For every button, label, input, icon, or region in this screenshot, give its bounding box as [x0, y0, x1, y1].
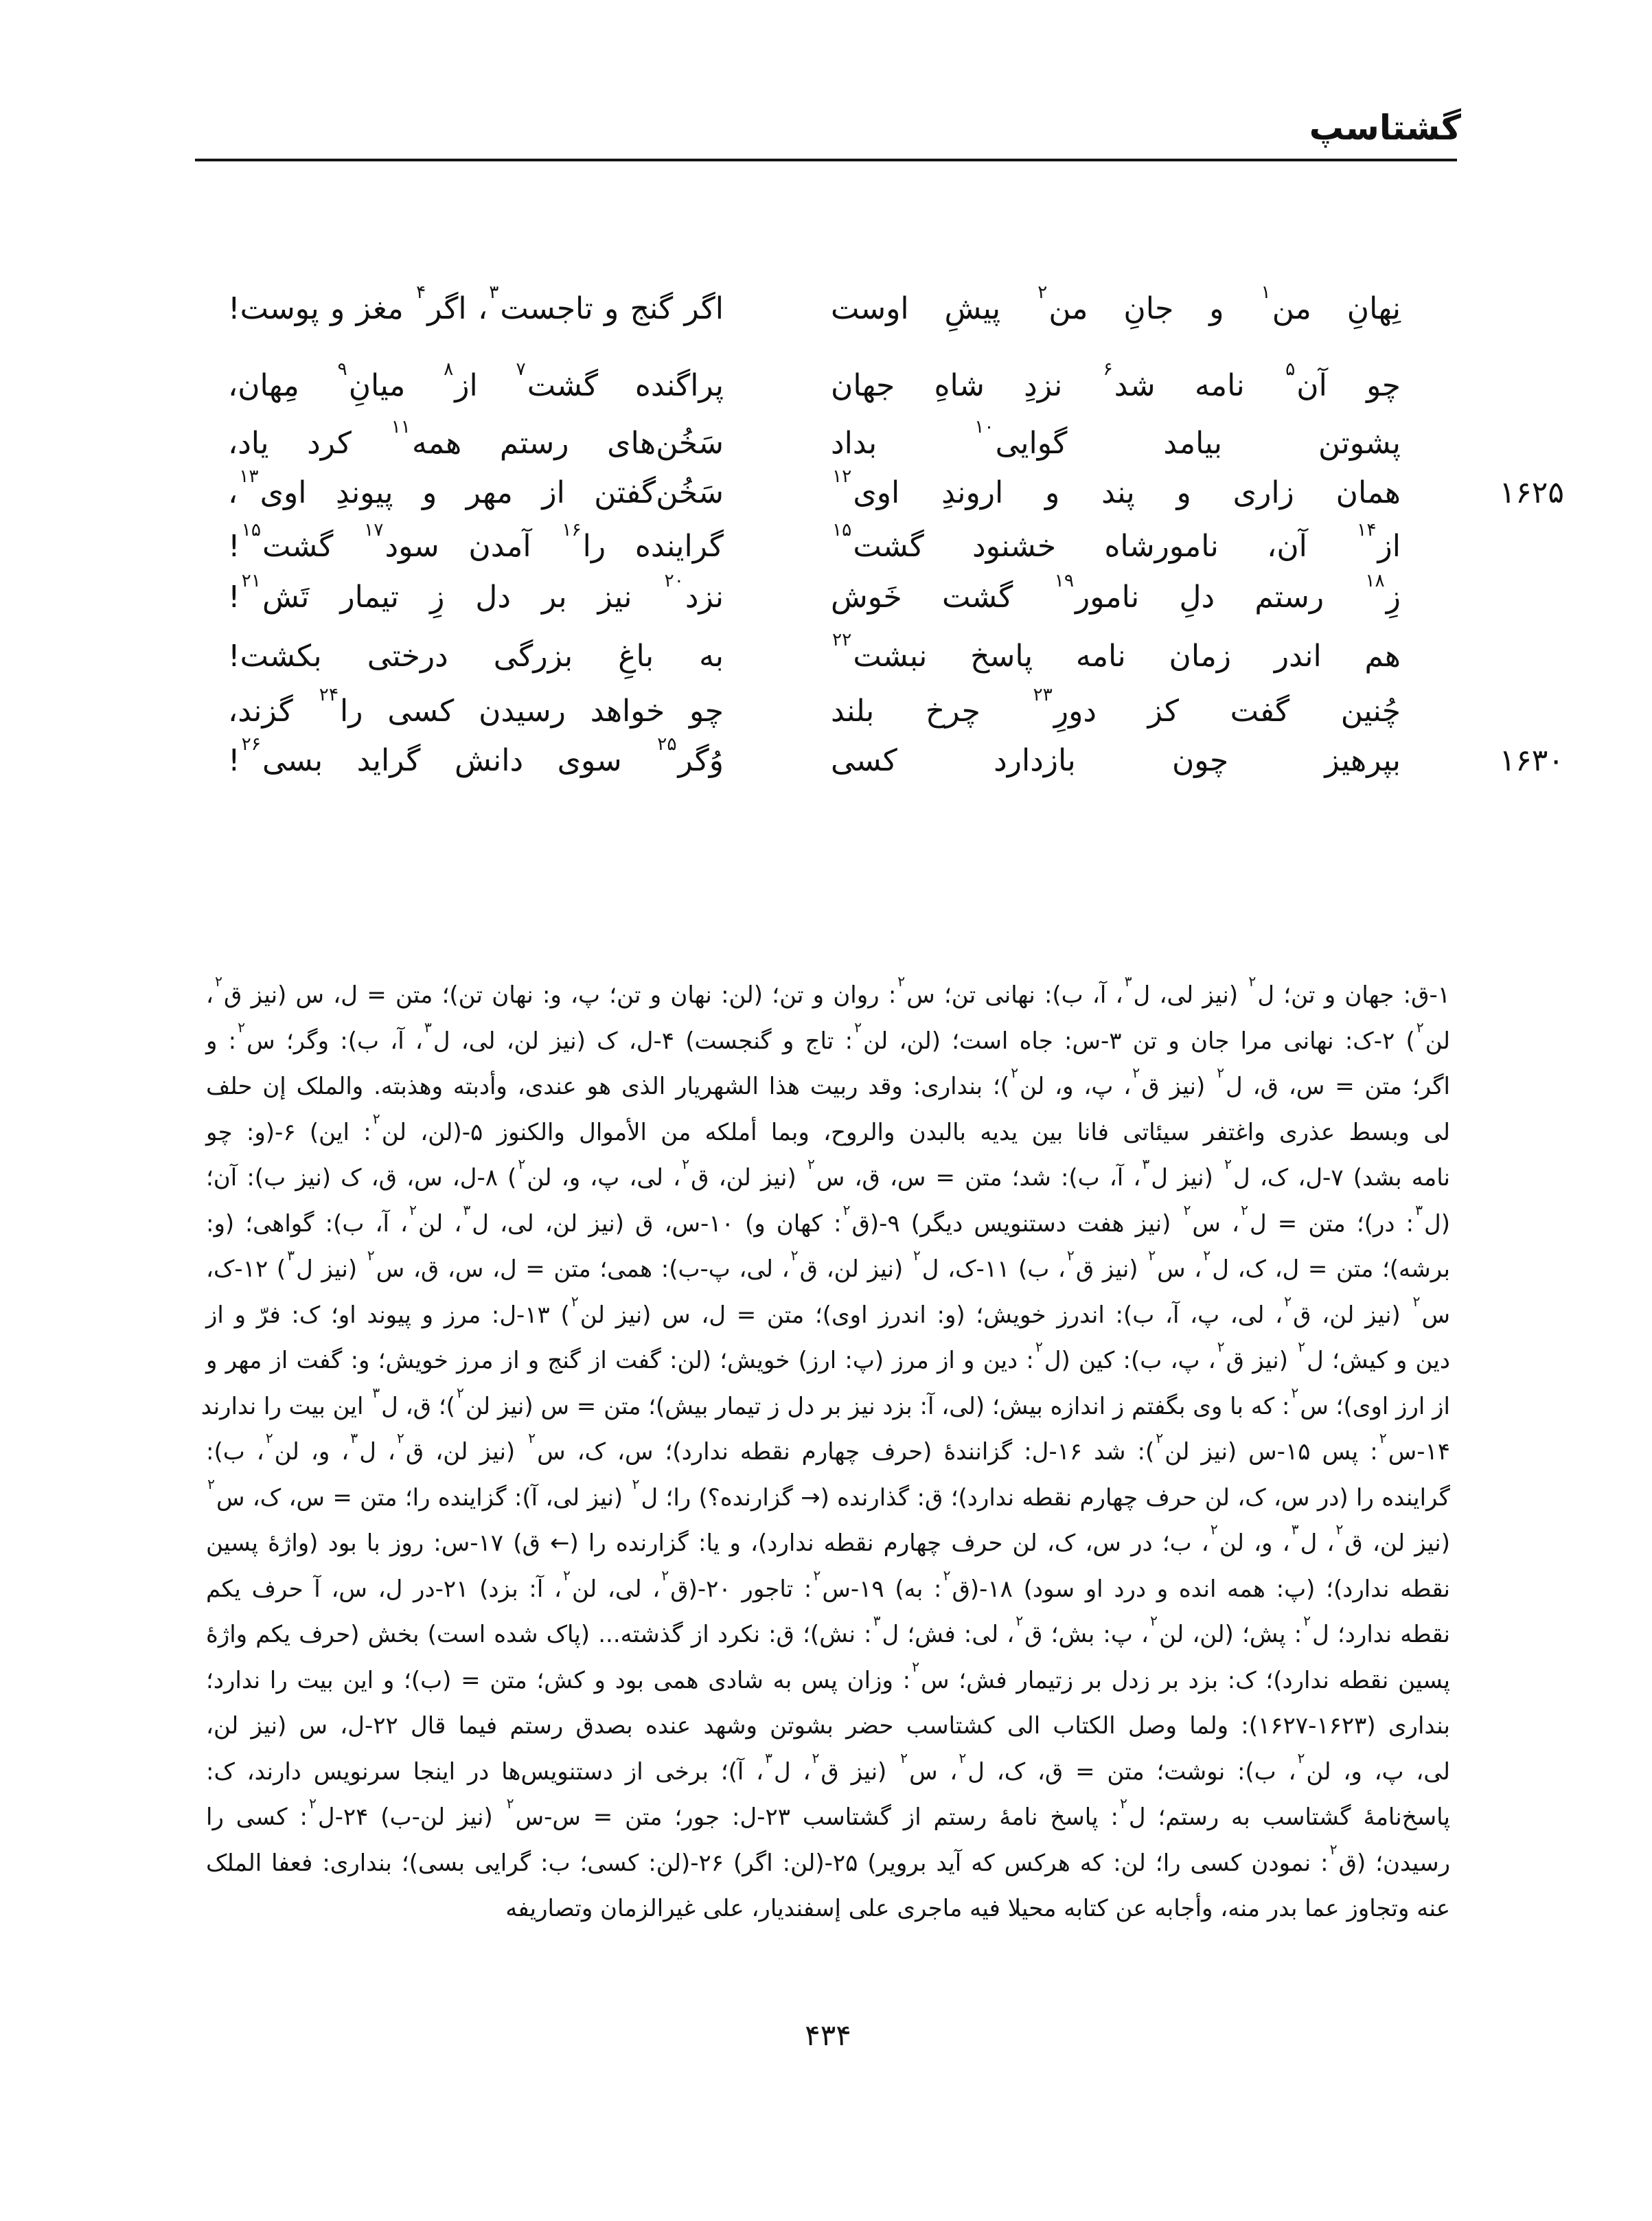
hemistich-second: اگر گنج و تاجست$^۳$، اگر$^۴$ مغز و پوست! — [228, 281, 724, 326]
apparatus-line: گراینده را (در س، ک، لن حرف چهارم نقطه ندارد)؛ ق: گذارنده (→ گزارنده؟) را؛ ل$^۲$ (نیز لی، آ): گزاینده را؛ متن = س، ک، س$^۲$ — [207, 1475, 1450, 1512]
verse-line-number — [1454, 569, 1564, 626]
apparatus-line: (ل$^۳$: در)؛ متن = ل$^۲$، س$^۲$ (نیز هفت دستنویس دیگر) ۹-(ق$^۲$: کهان و) ۱۰-س، ق (نیز لن، لی، ل$^۳$، لن$^۲$، آ، ب): گواهی؛ (و: — [206, 1201, 1451, 1238]
verse-line-number: ۱۶۳۰ — [1499, 743, 1564, 778]
hemistich-second: پراگنده گشت$^۷$ از$^۸$ میانِ$^۹$ مِهان، — [228, 358, 724, 403]
hemistich-second: چو خواهد رسیدن کسی را$^{۲۴}$ گزند، — [228, 683, 724, 729]
hemistich-second: وُگر$^{۲۵}$ سوی دانش گراید بسی$^{۲۶}$! — [228, 733, 724, 778]
hemistich-second: گراینده را$^{۱۶}$ آمدن سود$^{۱۷}$ گشت$^{۱۵}$! — [228, 519, 724, 564]
hemistich-second: نزد$^{۲۰}$ نیز بر دل زِ تیمار تَش$^{۲۱}$! — [228, 569, 724, 615]
hemistich-first: همان زاری و پند و اروندِ اوی$^{۱۲}$ — [832, 465, 1401, 510]
verse-row — [0, 357, 1652, 415]
hemistich-second: سَخُن‌های رستم همه$^{۱۱}$ کرد یاد، — [228, 415, 724, 461]
hemistich-first: بپرهیز چون بازدارد کسی — [831, 743, 1401, 778]
verse-line-number: ۱۶۲۵ — [1499, 475, 1564, 510]
hemistich-first: هم اندر زمان نامه پاسخ نبشت$^{۲۲}$ — [832, 628, 1401, 674]
apparatus-line: نقطه ندارد)؛ (پ: همه انده و درد او سود) ۱۸-(ق$^۲$: به) ۱۹-س$^۲$: تاجور ۲۰-(ق$^۲$، لی، لن$^۲$، آ: بزد) ۲۱-در ل، س، آ حرف یکم — [206, 1567, 1450, 1603]
verse-row — [0, 464, 1652, 522]
apparatus-line: پسین نقطه ندارد)؛ ک: بزد بر زدل بر زتیمار فش؛ س$^۲$: وزان پس به شادی همی بود و کش؛ متن = (ب)؛ و این بیت را ندارد؛ — [206, 1658, 1451, 1694]
apparatus-line: (نیز لن، ق$^۲$، ل$^۳$، و، لن$^۲$، ب؛ در س، ک، لن حرف چهارم نقطه ندارد)، و یا: گزارنده را (← ق) ۱۷-س: روز با بود (واژهٔ پسین — [206, 1521, 1450, 1557]
apparatus-line: لی، پ، و، لن$^۲$، ب): نوشت؛ متن = ق، ک، ل$^۲$، س$^۲$ (نیز ق$^۲$، ل$^۳$، آ)؛ برخی از دستنویس‌ها در اینجا سرنویس دارند، ک: — [206, 1749, 1451, 1786]
verse-row — [0, 569, 1652, 626]
apparatus-line: لی وبسط عذری واغتفر سیئاتی فانا بین یدیه بالبدن والروح، وبما أملکه من الأموال والکنوز ۵-(لن، لن$^۲$: این) ۶-(و: چو — [206, 1110, 1450, 1146]
hemistich-first: نِهانِ من$^۱$ و جانِ من$^۲$ پیشِ اوست — [831, 281, 1401, 326]
apparatus-line: ۱-ق: جهان و تن؛ ل$^۲$ (نیز لی، ل$^۳$، آ، ب): نهانی تن؛ س$^۲$: روان و تن؛ (لن: نهان و تن؛ پ، و: نهان تن)؛ متن = ل، س (نیز ق$^۲$، — [206, 973, 1450, 1009]
verse-line-number — [1454, 628, 1564, 685]
hemistich-second: به باغِ بزرگی درختی بکشت! — [228, 639, 724, 674]
verse-row — [0, 628, 1652, 685]
page-number: ۴۳۴ — [805, 2018, 851, 2052]
apparatus-line: س$^۲$ (نیز لن، ق$^۲$، لی، پ، آ، ب): اندرز خویش؛ (و: اندرز اوی)؛ متن = ل، س (نیز لن$^۲$) ۱۳-ل: مرز و پیوند او؛ ک: فرّ و از — [206, 1292, 1450, 1329]
hemistich-first: از$^{۱۴}$ آن، نامورشاه خشنود گشت$^{۱۵}$ — [832, 519, 1401, 564]
apparatus-line: پاسخ‌نامهٔ گشتاسب به رستم؛ ل$^۲$: پاسخ نامهٔ رستم از گشتاسب ۲۳-ل: جور؛ متن = س-س$^۲$ (نیز لن-ب) ۲۴-ل$^۲$: کسی را — [206, 1795, 1450, 1831]
hemistich-first: چُنین گفت کز دورِ$^{۲۳}$ چرخ بلند — [831, 683, 1401, 729]
apparatus-line: دین و کیش؛ ل$^۲$ (نیز ق$^۲$، پ، ب): کین (ل$^۲$: دین و از مرز (پ: ارز) خویش؛ (لن: گفت از گنج و از مرز خویش؛ و: گفت از مهر و — [206, 1339, 1450, 1374]
apparatus-line: ۱۴-س$^۲$: پس ۱۵-س (نیز لن$^۲$): شد ۱۶-ل: گزانندهٔ (حرف چهارم نقطه ندارد)؛ س، ک، س$^۲$ (نیز لن، ق$^۲$، ل$^۳$، و، لن$^۲$، ب): — [206, 1430, 1450, 1466]
verse-row — [0, 732, 1652, 790]
apparatus-line: نامه بشد) ۷-ل، ک، ل$^۲$ (نیز ل$^۳$، آ، ب): شد؛ متن = س، ق، س$^۲$ (نیز لن، ق$^۲$، لی، پ، و، لن$^۲$) ۸-ل، س، ق، ک (نیز ب): آن؛ — [206, 1156, 1451, 1192]
verse-row — [0, 518, 1652, 576]
apparatus-line: عنه وتجاوز عما بدر منه، وأجابه عن کتابه محیلا فیه ماجری علی إسفندیار، علی غیرالزمان وتصاریفه — [505, 1895, 1450, 1922]
apparatus-line: اگر؛ متن = س، ق، ل$^۲$ (نیز ق$^۲$، پ، و، لن$^۲$)؛ بنداری: وقد ربیت هذا الشهریار الذی هو عندی، وأدبته وهذبته. والملک إن حلف — [206, 1064, 1450, 1100]
apparatus-line: لن$^۲$) ۲-ک: نهانی مرا جان و تن ۳-س: جاه است؛ (لن، لن$^۲$: تاج و گنجست) ۴-ل، ک (نیز لن، لی، ل$^۳$، آ، ب): وگر؛ س$^۲$: و — [206, 1018, 1450, 1055]
hemistich-first: زِ$^{۱۸}$ رستم دلِ نامور$^{۱۹}$ گشت خَوش — [831, 569, 1401, 615]
verse-line-number — [1454, 357, 1564, 415]
page-title: گشتاسپ — [1309, 108, 1461, 148]
apparatus-line: از ارز اوی)؛ س$^۲$: که با وی بگفتم ز اندازه بیش؛ (لی، آ: بزد نیز بر دل ز تیمار بیش)؛ متن = س (نیز لن$^۲$)؛ ق، ل$^۳$ این بیت را ندارند — [200, 1384, 1450, 1420]
hemistich-first: پشوتن بیامد گوایی$^{۱۰}$ بداد — [831, 415, 1401, 461]
poem — [0, 0, 1652, 865]
verse-line-number — [1454, 518, 1564, 576]
verse-line-number — [1454, 280, 1564, 338]
critical-apparatus — [200, 972, 1451, 1932]
verse-row — [0, 280, 1652, 338]
hemistich-first: چو آن$^۵$ نامه شد$^۶$ نزدِ شاهِ جهان — [831, 358, 1401, 403]
apparatus-line: رسیدن؛ (ق$^۲$: نمودن کسی را؛ لن: که هرکس که آید برویر) ۲۵-(لن: اگر) ۲۶-(لن: کسی؛ ب: گرایی بسی)؛ بنداری: فعفا الملک — [206, 1841, 1450, 1877]
apparatus-line: بنداری (۱۶۲۳-۱۶۲۷): ولما وصل الکتاب الی کشتاسب حضر بشوتن وشهد عنده بصدق رستم فیما قال ۲۲-ل، س (نیز لن، — [206, 1712, 1450, 1740]
apparatus-line: برشه)؛ متن = ل، ک، ل$^۲$، س$^۲$ (نیز ق$^۲$، ب) ۱۱-ک، ل$^۲$ (نیز لن، ق$^۲$، لی، پ-ب): همی؛ متن = ل، س، ق، س$^۲$ (نیز ل$^۳$) ۱۲-ک، — [206, 1247, 1450, 1283]
hemistich-second: سَخُن‌گفتن از مهر و پیوندِ اوی$^{۱۳}$، — [228, 465, 724, 510]
apparatus-line: نقطه ندارد؛ ل$^۲$: پش؛ (لن، لن$^۲$، پ: بش؛ ق$^۲$، لی: فش؛ ل$^۳$: نش)؛ ق: نکرد از گذشته... (پاک شده است) بخش (حرف یکم واژهٔ — [206, 1613, 1451, 1648]
